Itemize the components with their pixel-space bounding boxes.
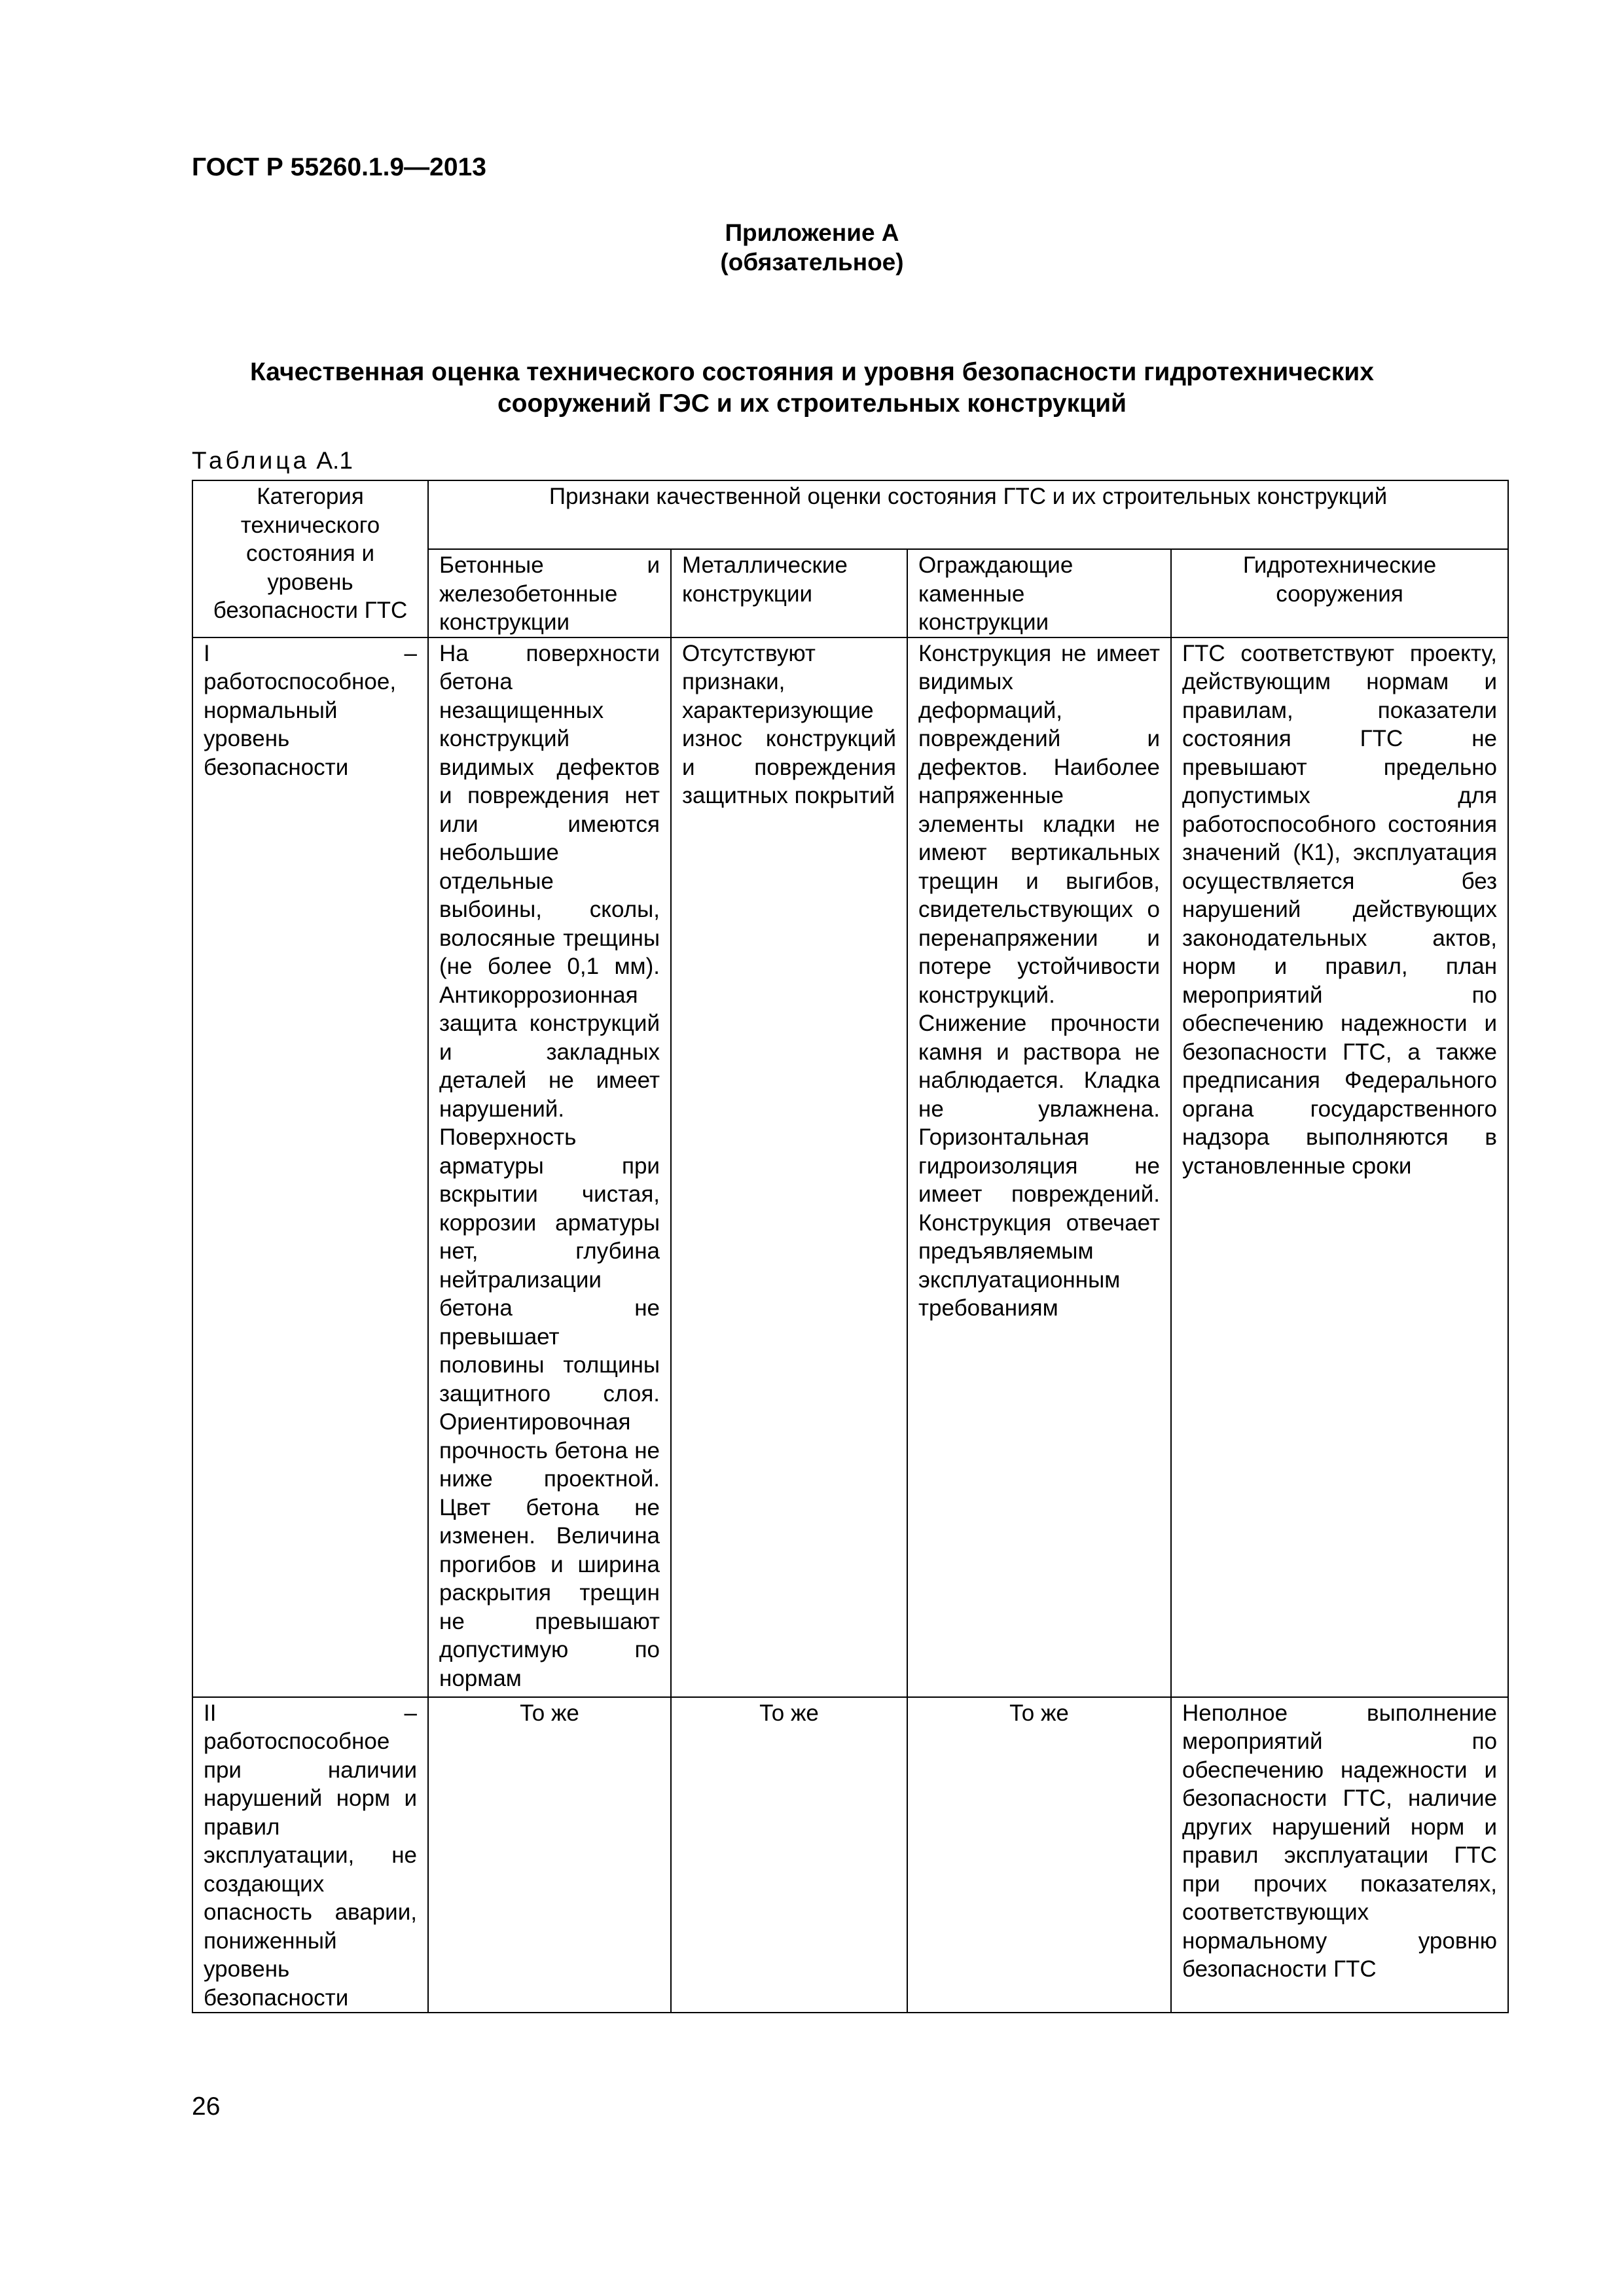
table-caption-number: А.1 (316, 447, 353, 474)
table-caption (192, 447, 353, 475)
cell-concrete: На поверхности бетона незащищенных конструкций видимых дефектов и повреждения нет или имеются небольшие отдельные выбоины, сколы, волосяные трещины (не более 0,1 мм). Антикоррозионная защита конструкций и закладных деталей не имеет нарушений. Поверхность арматуры при вскрытии чистая, коррозии арматуры нет, глубина нейтрализации бетона не превышает половины толщины защитного слоя. Ориентировочная прочность бетона не ниже проектной. Цвет бетона не изменен. Величина прогибов и ширина раскрытия трещин не превышают допустимую по нормам (428, 637, 671, 1697)
page-title-line-2: сооружений ГЭС и их строительных конструкций (497, 389, 1127, 418)
appendix-heading (0, 218, 1624, 277)
assessment-table (192, 480, 1509, 2013)
cell-category: II – работоспособное при наличии нарушений норм и правил эксплуатации, не создающих опасность аварии, пониженный уровень безопасности (192, 1697, 428, 2013)
cell-metal: Отсутствуют признаки, характеризующие износ конструкций и повреждения защитных покрытий (671, 637, 907, 1697)
cell-concrete: То же (428, 1697, 671, 2013)
cell-masonry: То же (907, 1697, 1171, 2013)
appendix-subtitle: (обязательное) (720, 249, 904, 276)
column-header-metal: Металлические конструкции (671, 549, 907, 637)
cell-hydro: Неполное выполнение мероприятий по обеспечению надежности и безопасности ГТС, наличие других нарушений норм и правил эксплуатации ГТС при прочих показателях, соответствующих нормальному уровню безопасности ГТС (1171, 1697, 1508, 2013)
appendix-title: Приложение А (725, 219, 899, 246)
column-header-concrete: Бетонные и железобетонные конструкции (428, 549, 671, 637)
table-header-row (192, 480, 1508, 549)
cell-metal: То же (671, 1697, 907, 2013)
cell-category: I – работоспособное, нормальный уровень безопасности (192, 637, 428, 1697)
column-header-category: Категория технического состояния и уровень безопасности ГТС (192, 480, 428, 637)
cell-hydro: ГТС соответствуют проекту, действующим нормам и правилам, показатели состояния ГТС не превышают предельно допустимых для работоспособного состояния значений (К1), эксплуатация осуществляется без нарушений действующих законодательных актов, норм и правил, план мероприятий по обеспечению надежности и безопасности ГТС, а также предписания Федерального органа государственного надзора выполняются в установленные сроки (1171, 637, 1508, 1697)
page-title-line-1: Качественная оценка технического состояния и уровня безопасности гидротехнических (250, 358, 1374, 386)
column-header-masonry: Ограждающие каменные конструкции (907, 549, 1171, 637)
table-row (192, 637, 1508, 1697)
table-row (192, 1697, 1508, 2013)
page-title (223, 357, 1401, 420)
cell-masonry: Конструкция не имеет видимых деформаций, повреждений и дефектов. Наиболее напряженные элементы кладки не имеют вертикальных трещин и выгибов, свидетельствующих о перенапряжении и потере устойчивости конструкций. Снижение прочности камня и раствора не наблюдается. Кладка не увлажнена. Горизонтальная гидроизоляция не имеет повреждений. Конструкция отвечает предъявляемым эксплуатационным требованиям (907, 637, 1171, 1697)
page-number: 26 (192, 2092, 221, 2121)
column-group-header: Признаки качественной оценки состояния ГТС и их строительных конструкций (428, 480, 1508, 549)
column-header-hydro: Гидротехнические сооружения (1171, 549, 1508, 637)
document-code: ГОСТ Р 55260.1.9—2013 (192, 153, 486, 181)
table-caption-prefix: Таблица (192, 447, 310, 474)
